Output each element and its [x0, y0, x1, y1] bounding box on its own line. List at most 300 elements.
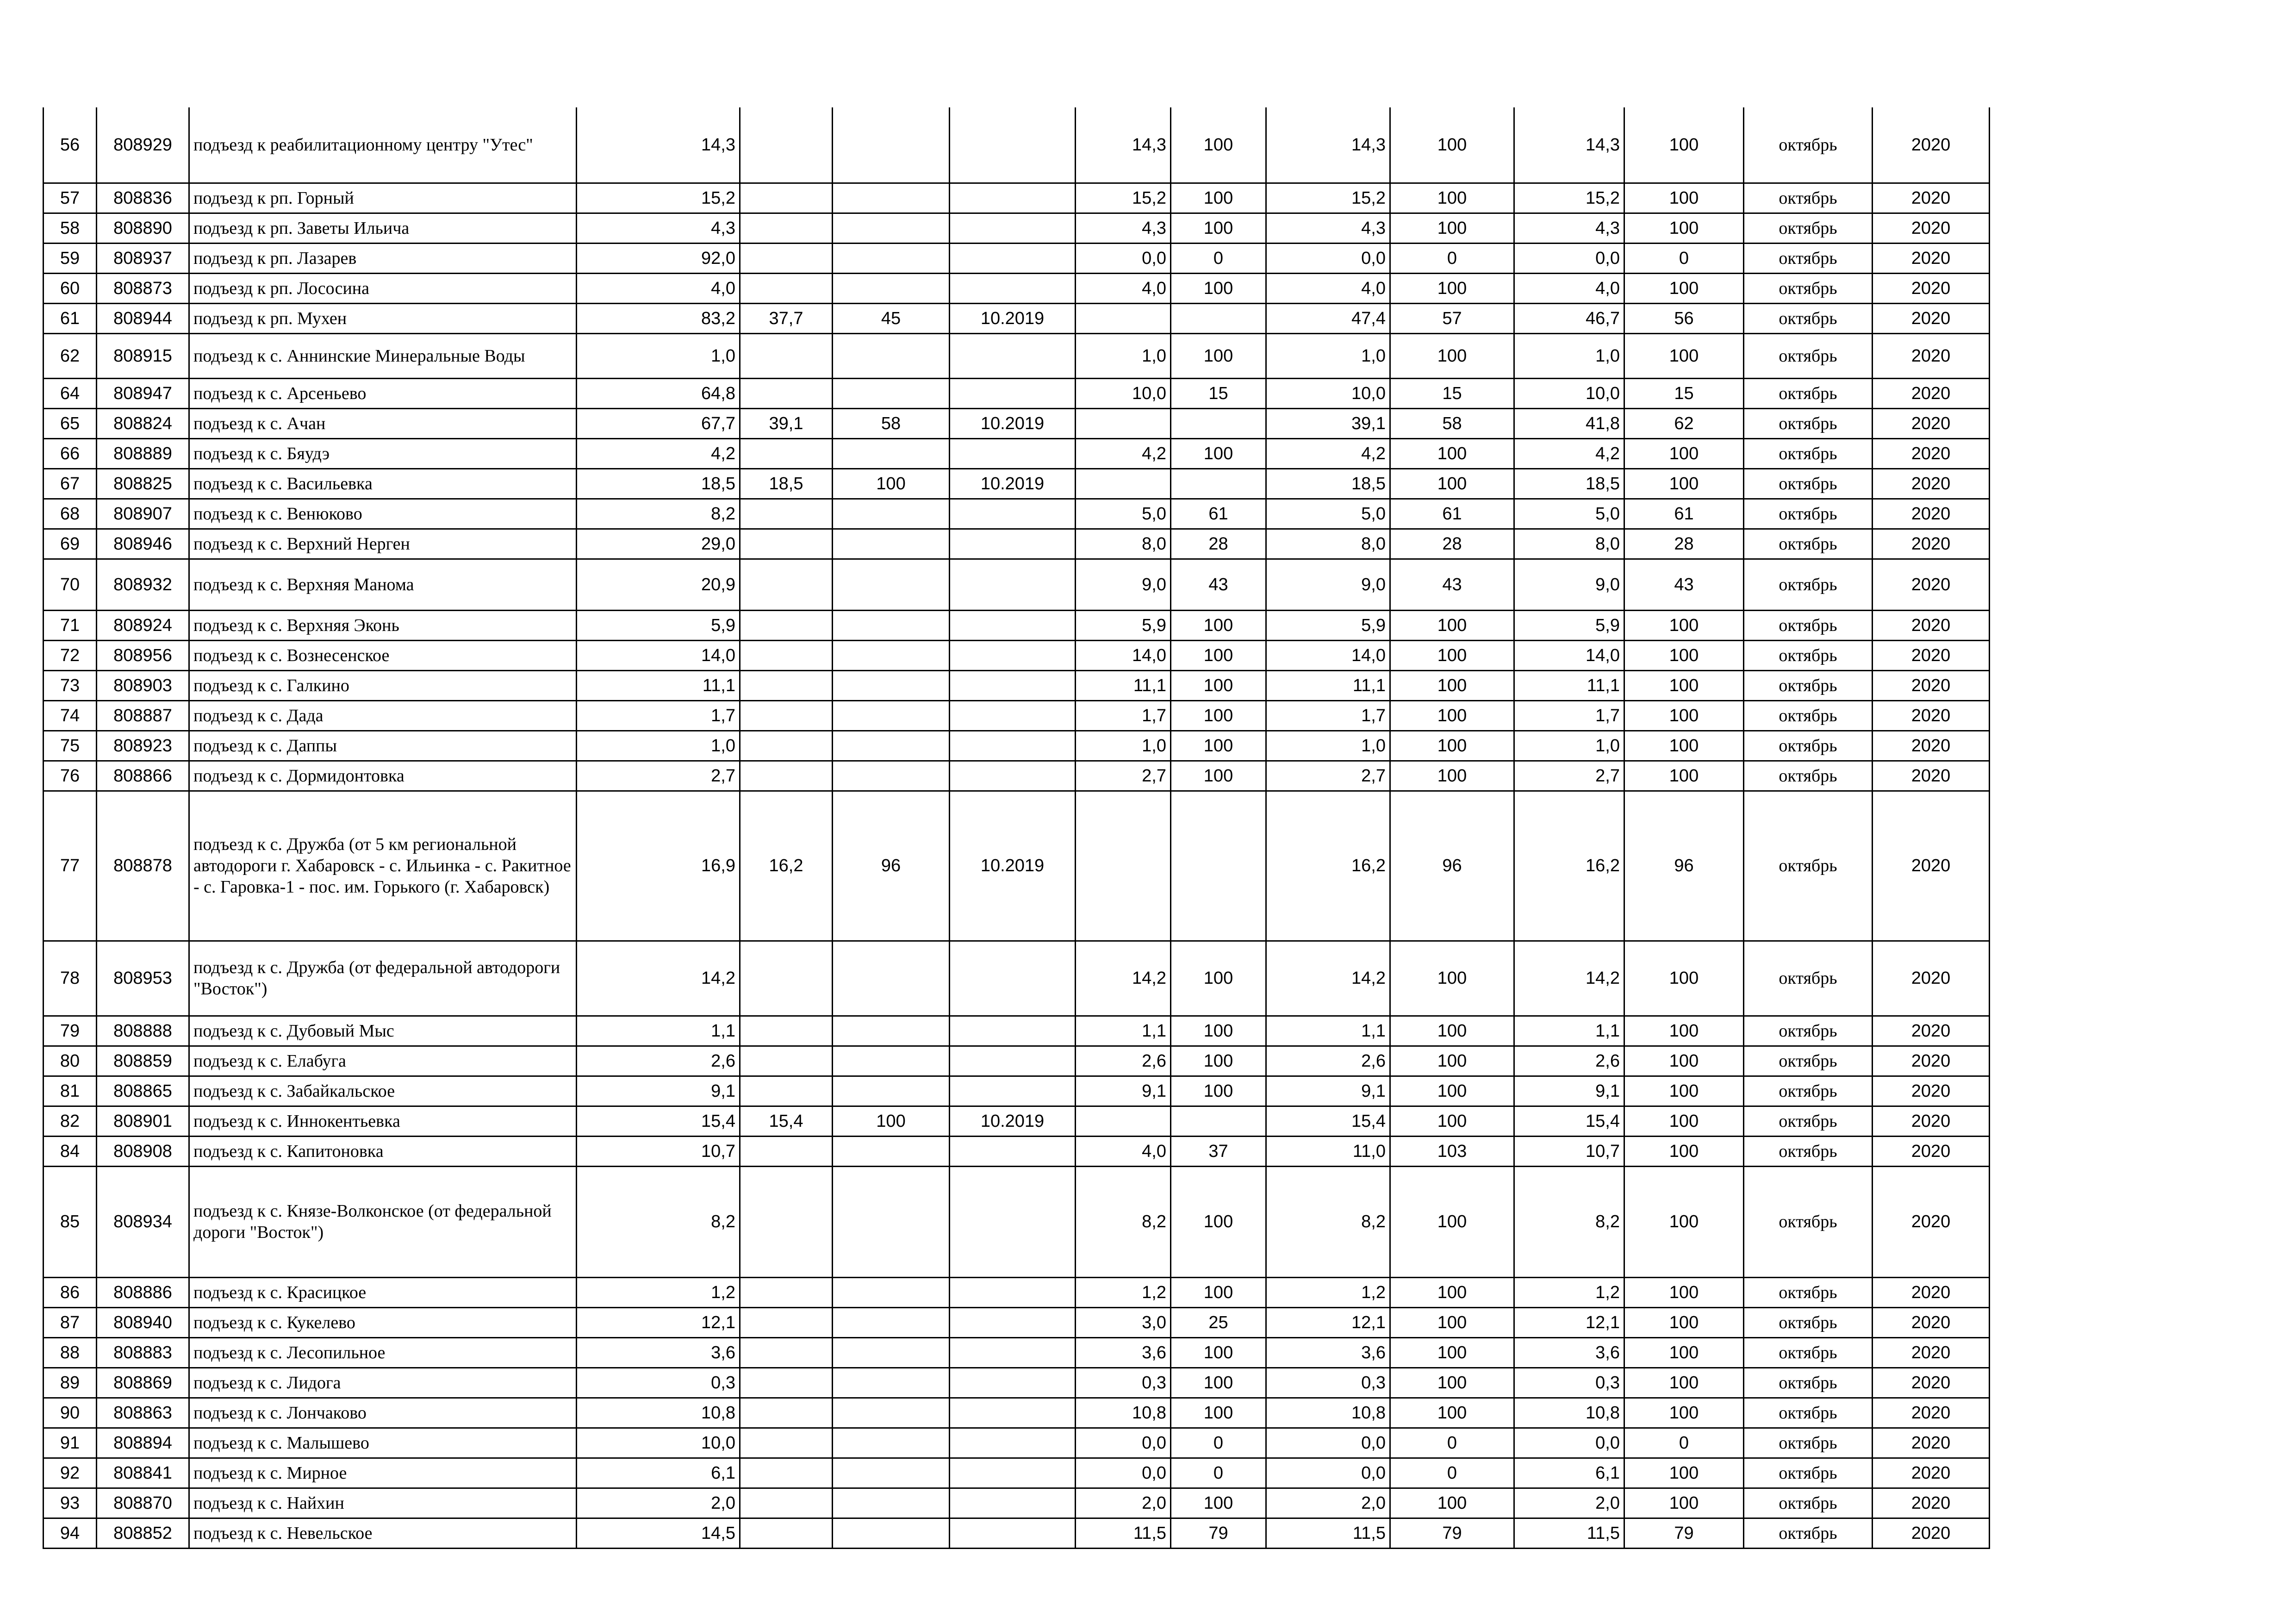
cell-month: октябрь: [1744, 1046, 1873, 1076]
cell-year: 2020: [1873, 408, 1990, 438]
cell-repaired-length: [740, 1016, 833, 1046]
cell-road-code: 808946: [97, 529, 189, 559]
cell-target-length: 4,0: [1514, 273, 1624, 303]
cell-repaired-length: [740, 529, 833, 559]
cell-road-name: подъезд к с. Лидога: [189, 1368, 577, 1398]
cell-repair-date: [950, 1046, 1076, 1076]
cell-target-length: 1,0: [1514, 333, 1624, 378]
cell-plan-length: 8,2: [1076, 1166, 1171, 1277]
cell-fact-percent: 100: [1390, 107, 1514, 183]
cell-repaired-percent: [833, 1046, 950, 1076]
cell-year: 2020: [1873, 1166, 1990, 1277]
cell-month: октябрь: [1744, 1307, 1873, 1337]
cell-month: октябрь: [1744, 1398, 1873, 1428]
cell-repaired-percent: [833, 378, 950, 408]
cell-repaired-length: [740, 1277, 833, 1307]
cell-row-number: 61: [44, 303, 97, 333]
cell-repaired-length: [740, 1076, 833, 1106]
cell-target-length: 16,2: [1514, 791, 1624, 941]
cell-road-code: 808890: [97, 213, 189, 243]
cell-target-percent: 62: [1624, 408, 1744, 438]
cell-total-length: 14,0: [577, 640, 740, 670]
cell-target-length: 2,6: [1514, 1046, 1624, 1076]
cell-repair-date: [950, 761, 1076, 791]
cell-target-percent: 100: [1624, 107, 1744, 183]
cell-road-name: подъезд к с. Бяудэ: [189, 438, 577, 468]
cell-road-name: подъезд к с. Арсеньево: [189, 378, 577, 408]
cell-target-length: 6,1: [1514, 1458, 1624, 1488]
table-row: [44, 610, 1990, 640]
cell-repaired-percent: [833, 183, 950, 213]
cell-road-name: подъезд к с. Верхний Нерген: [189, 529, 577, 559]
cell-road-code: 808824: [97, 408, 189, 438]
cell-plan-percent: 100: [1171, 1076, 1266, 1106]
cell-target-length: 1,7: [1514, 700, 1624, 731]
cell-year: 2020: [1873, 559, 1990, 610]
cell-repair-date: [950, 213, 1076, 243]
cell-repaired-percent: [833, 1016, 950, 1046]
cell-target-percent: 79: [1624, 1518, 1744, 1548]
cell-year: 2020: [1873, 791, 1990, 941]
cell-plan-percent: [1171, 408, 1266, 438]
cell-road-code: 808852: [97, 1518, 189, 1548]
cell-repaired-percent: [833, 243, 950, 273]
cell-repair-date: [950, 1337, 1076, 1368]
cell-plan-length: 4,0: [1076, 1136, 1171, 1166]
cell-target-length: 15,4: [1514, 1106, 1624, 1136]
cell-repaired-percent: [833, 438, 950, 468]
cell-road-code: 808923: [97, 731, 189, 761]
cell-fact-percent: 100: [1390, 183, 1514, 213]
cell-fact-percent: 100: [1390, 670, 1514, 700]
cell-repaired-percent: [833, 1428, 950, 1458]
cell-repaired-percent: [833, 273, 950, 303]
cell-repaired-length: [740, 273, 833, 303]
cell-plan-length: 2,7: [1076, 761, 1171, 791]
cell-total-length: 15,4: [577, 1106, 740, 1136]
cell-target-length: 14,3: [1514, 107, 1624, 183]
cell-fact-percent: 100: [1390, 610, 1514, 640]
cell-road-name: подъезд к с. Ачан: [189, 408, 577, 438]
cell-road-name: подъезд к с. Аннинские Минеральные Воды: [189, 333, 577, 378]
cell-plan-length: 3,0: [1076, 1307, 1171, 1337]
cell-plan-percent: 100: [1171, 333, 1266, 378]
cell-target-percent: 100: [1624, 213, 1744, 243]
cell-month: октябрь: [1744, 610, 1873, 640]
cell-repair-date: 10.2019: [950, 468, 1076, 499]
table-row: [44, 1016, 1990, 1046]
cell-row-number: 64: [44, 378, 97, 408]
cell-road-code: 808940: [97, 1307, 189, 1337]
cell-repaired-length: [740, 1518, 833, 1548]
cell-target-percent: 61: [1624, 499, 1744, 529]
cell-month: октябрь: [1744, 213, 1873, 243]
cell-fact-length: 47,4: [1266, 303, 1390, 333]
table-row: [44, 1398, 1990, 1428]
cell-road-name: подъезд к с. Верхняя Эконь: [189, 610, 577, 640]
cell-road-name: подъезд к с. Васильевка: [189, 468, 577, 499]
road-data-table: [43, 107, 1990, 1549]
cell-plan-percent: 100: [1171, 1277, 1266, 1307]
cell-fact-length: 0,0: [1266, 243, 1390, 273]
cell-fact-percent: 100: [1390, 1106, 1514, 1136]
cell-repaired-percent: [833, 1166, 950, 1277]
cell-repaired-percent: [833, 559, 950, 610]
cell-fact-length: 39,1: [1266, 408, 1390, 438]
cell-road-name: подъезд к с. Князе-Волконское (от федеральной дороги "Восток"): [189, 1166, 577, 1277]
cell-month: октябрь: [1744, 468, 1873, 499]
cell-repaired-percent: [833, 941, 950, 1016]
cell-row-number: 68: [44, 499, 97, 529]
cell-repaired-percent: 58: [833, 408, 950, 438]
table-row: [44, 1488, 1990, 1518]
cell-plan-percent: 100: [1171, 273, 1266, 303]
cell-road-name: подъезд к рп. Мухен: [189, 303, 577, 333]
cell-road-code: 808947: [97, 378, 189, 408]
cell-month: октябрь: [1744, 1166, 1873, 1277]
cell-total-length: 2,6: [577, 1046, 740, 1076]
cell-road-name: подъезд к с. Елабуга: [189, 1046, 577, 1076]
cell-month: октябрь: [1744, 640, 1873, 670]
cell-fact-length: 11,5: [1266, 1518, 1390, 1548]
cell-target-percent: 100: [1624, 670, 1744, 700]
cell-target-percent: 100: [1624, 468, 1744, 499]
cell-plan-length: 1,0: [1076, 731, 1171, 761]
cell-plan-percent: 100: [1171, 700, 1266, 731]
cell-repair-date: [950, 1518, 1076, 1548]
cell-repaired-length: [740, 700, 833, 731]
cell-target-percent: 100: [1624, 640, 1744, 670]
cell-road-name: подъезд к с. Невельское: [189, 1518, 577, 1548]
table-row: [44, 273, 1990, 303]
cell-repair-date: [950, 529, 1076, 559]
cell-month: октябрь: [1744, 107, 1873, 183]
cell-repaired-length: [740, 183, 833, 213]
cell-target-length: 1,0: [1514, 731, 1624, 761]
cell-repair-date: [950, 670, 1076, 700]
cell-plan-percent: 100: [1171, 183, 1266, 213]
cell-repaired-percent: [833, 213, 950, 243]
cell-target-length: 18,5: [1514, 468, 1624, 499]
cell-repaired-percent: [833, 670, 950, 700]
cell-plan-length: 14,2: [1076, 941, 1171, 1016]
cell-plan-length: 8,0: [1076, 529, 1171, 559]
cell-road-code: 808956: [97, 640, 189, 670]
cell-repaired-length: [740, 333, 833, 378]
cell-target-percent: 100: [1624, 1046, 1744, 1076]
cell-target-percent: 100: [1624, 438, 1744, 468]
cell-plan-percent: 79: [1171, 1518, 1266, 1548]
cell-total-length: 1,0: [577, 731, 740, 761]
cell-row-number: 88: [44, 1337, 97, 1368]
cell-month: октябрь: [1744, 303, 1873, 333]
cell-road-code: 808894: [97, 1428, 189, 1458]
cell-fact-length: 15,4: [1266, 1106, 1390, 1136]
cell-road-code: 808908: [97, 1136, 189, 1166]
cell-road-name: подъезд к с. Даппы: [189, 731, 577, 761]
cell-total-length: 10,8: [577, 1398, 740, 1428]
cell-repaired-percent: [833, 1488, 950, 1518]
cell-road-code: 808878: [97, 791, 189, 941]
cell-road-code: 808873: [97, 273, 189, 303]
cell-fact-length: 2,7: [1266, 761, 1390, 791]
cell-road-code: 808903: [97, 670, 189, 700]
cell-total-length: 29,0: [577, 529, 740, 559]
cell-repair-date: [950, 1458, 1076, 1488]
table-row: [44, 731, 1990, 761]
cell-repair-date: [950, 1428, 1076, 1458]
table-row: [44, 559, 1990, 610]
cell-row-number: 84: [44, 1136, 97, 1166]
cell-repaired-length: [740, 1368, 833, 1398]
cell-repair-date: [950, 1368, 1076, 1398]
cell-total-length: 4,3: [577, 213, 740, 243]
cell-repair-date: [950, 610, 1076, 640]
cell-row-number: 81: [44, 1076, 97, 1106]
cell-road-code: 808841: [97, 1458, 189, 1488]
cell-plan-length: 0,0: [1076, 1458, 1171, 1488]
cell-plan-percent: 100: [1171, 1166, 1266, 1277]
cell-year: 2020: [1873, 731, 1990, 761]
cell-plan-percent: 100: [1171, 1016, 1266, 1046]
cell-repair-date: [950, 438, 1076, 468]
table-row: [44, 1458, 1990, 1488]
cell-road-name: подъезд к рп. Горный: [189, 183, 577, 213]
cell-repaired-percent: [833, 333, 950, 378]
cell-target-percent: 100: [1624, 1307, 1744, 1337]
cell-year: 2020: [1873, 1046, 1990, 1076]
cell-road-code: 808859: [97, 1046, 189, 1076]
cell-fact-length: 8,2: [1266, 1166, 1390, 1277]
cell-total-length: 14,3: [577, 107, 740, 183]
cell-fact-percent: 100: [1390, 1307, 1514, 1337]
cell-total-length: 9,1: [577, 1076, 740, 1106]
cell-row-number: 72: [44, 640, 97, 670]
cell-year: 2020: [1873, 1458, 1990, 1488]
cell-target-percent: 100: [1624, 333, 1744, 378]
cell-target-percent: 43: [1624, 559, 1744, 610]
cell-repaired-length: [740, 499, 833, 529]
table-row: [44, 941, 1990, 1016]
cell-road-code: 808888: [97, 1016, 189, 1046]
cell-fact-length: 11,1: [1266, 670, 1390, 700]
cell-target-percent: 0: [1624, 1428, 1744, 1458]
cell-road-name: подъезд к с. Найхин: [189, 1488, 577, 1518]
cell-year: 2020: [1873, 700, 1990, 731]
cell-total-length: 3,6: [577, 1337, 740, 1368]
cell-fact-percent: 100: [1390, 1076, 1514, 1106]
cell-plan-length: [1076, 468, 1171, 499]
cell-fact-percent: 100: [1390, 941, 1514, 1016]
cell-target-percent: 28: [1624, 529, 1744, 559]
cell-target-length: 15,2: [1514, 183, 1624, 213]
cell-year: 2020: [1873, 1368, 1990, 1398]
cell-repair-date: [950, 640, 1076, 670]
cell-fact-percent: 100: [1390, 213, 1514, 243]
cell-total-length: 1,2: [577, 1277, 740, 1307]
cell-row-number: 70: [44, 559, 97, 610]
cell-repair-date: [950, 1488, 1076, 1518]
cell-year: 2020: [1873, 670, 1990, 700]
cell-fact-percent: 100: [1390, 333, 1514, 378]
cell-plan-percent: 100: [1171, 1398, 1266, 1428]
cell-plan-percent: 61: [1171, 499, 1266, 529]
cell-plan-percent: 100: [1171, 1046, 1266, 1076]
cell-road-code: 808887: [97, 700, 189, 731]
cell-fact-length: 4,3: [1266, 213, 1390, 243]
cell-repaired-length: [740, 1458, 833, 1488]
cell-plan-length: [1076, 408, 1171, 438]
cell-year: 2020: [1873, 243, 1990, 273]
cell-plan-percent: 100: [1171, 610, 1266, 640]
cell-fact-percent: 103: [1390, 1136, 1514, 1166]
cell-road-code: 808937: [97, 243, 189, 273]
cell-row-number: 79: [44, 1016, 97, 1046]
table-row: [44, 183, 1990, 213]
cell-repaired-percent: [833, 1368, 950, 1398]
cell-year: 2020: [1873, 213, 1990, 243]
cell-target-percent: 100: [1624, 700, 1744, 731]
cell-total-length: 11,1: [577, 670, 740, 700]
cell-month: октябрь: [1744, 1337, 1873, 1368]
cell-repaired-length: [740, 610, 833, 640]
cell-fact-length: 18,5: [1266, 468, 1390, 499]
cell-road-code: 808929: [97, 107, 189, 183]
cell-year: 2020: [1873, 499, 1990, 529]
cell-plan-length: 5,0: [1076, 499, 1171, 529]
cell-target-percent: 100: [1624, 941, 1744, 1016]
cell-plan-length: 1,7: [1076, 700, 1171, 731]
cell-fact-percent: 79: [1390, 1518, 1514, 1548]
cell-repair-date: [950, 731, 1076, 761]
cell-repaired-length: [740, 1136, 833, 1166]
cell-repaired-length: [740, 438, 833, 468]
cell-month: октябрь: [1744, 731, 1873, 761]
cell-road-name: подъезд к с. Верхняя Манома: [189, 559, 577, 610]
cell-total-length: 10,7: [577, 1136, 740, 1166]
cell-row-number: 66: [44, 438, 97, 468]
cell-plan-length: 2,0: [1076, 1488, 1171, 1518]
cell-fact-percent: 0: [1390, 243, 1514, 273]
cell-target-length: 5,0: [1514, 499, 1624, 529]
cell-row-number: 73: [44, 670, 97, 700]
cell-repair-date: [950, 1166, 1076, 1277]
cell-plan-percent: 0: [1171, 1458, 1266, 1488]
cell-repair-date: [950, 107, 1076, 183]
cell-repaired-percent: [833, 700, 950, 731]
cell-total-length: 20,9: [577, 559, 740, 610]
cell-year: 2020: [1873, 1488, 1990, 1518]
cell-road-name: подъезд к с. Мирное: [189, 1458, 577, 1488]
cell-target-length: 4,2: [1514, 438, 1624, 468]
cell-road-name: подъезд к с. Дружба (от 5 км региональной автодороги г. Хабаровск - с. Ильинка - с. Ракитное - с. Гаровка-1 - пос. им. Горького (г. Хабаровск): [189, 791, 577, 941]
table-row: [44, 1136, 1990, 1166]
cell-row-number: 90: [44, 1398, 97, 1428]
cell-fact-percent: 100: [1390, 1016, 1514, 1046]
table-row: [44, 1428, 1990, 1458]
cell-target-percent: 100: [1624, 610, 1744, 640]
cell-repair-date: [950, 700, 1076, 731]
cell-target-length: 0,0: [1514, 243, 1624, 273]
cell-row-number: 67: [44, 468, 97, 499]
cell-month: октябрь: [1744, 1016, 1873, 1046]
cell-road-code: 808869: [97, 1368, 189, 1398]
cell-fact-length: 16,2: [1266, 791, 1390, 941]
cell-total-length: 4,2: [577, 438, 740, 468]
cell-total-length: 16,9: [577, 791, 740, 941]
cell-fact-percent: 15: [1390, 378, 1514, 408]
cell-plan-percent: 100: [1171, 107, 1266, 183]
cell-total-length: 8,2: [577, 499, 740, 529]
cell-road-name: подъезд к с. Дружба (от федеральной автодороги "Восток"): [189, 941, 577, 1016]
cell-row-number: 80: [44, 1046, 97, 1076]
cell-total-length: 2,7: [577, 761, 740, 791]
cell-fact-percent: 100: [1390, 1046, 1514, 1076]
cell-fact-length: 1,0: [1266, 333, 1390, 378]
cell-row-number: 87: [44, 1307, 97, 1337]
cell-total-length: 1,7: [577, 700, 740, 731]
cell-month: октябрь: [1744, 183, 1873, 213]
cell-year: 2020: [1873, 1398, 1990, 1428]
cell-road-name: подъезд к с. Венюково: [189, 499, 577, 529]
cell-total-length: 15,2: [577, 183, 740, 213]
cell-month: октябрь: [1744, 243, 1873, 273]
cell-row-number: 69: [44, 529, 97, 559]
cell-target-percent: 96: [1624, 791, 1744, 941]
cell-road-code: 808934: [97, 1166, 189, 1277]
cell-plan-length: [1076, 791, 1171, 941]
table-row: [44, 670, 1990, 700]
cell-fact-length: 14,3: [1266, 107, 1390, 183]
cell-fact-length: 9,1: [1266, 1076, 1390, 1106]
cell-total-length: 83,2: [577, 303, 740, 333]
cell-fact-length: 10,8: [1266, 1398, 1390, 1428]
cell-plan-length: 11,5: [1076, 1518, 1171, 1548]
cell-repaired-length: [740, 1337, 833, 1368]
cell-row-number: 57: [44, 183, 97, 213]
cell-fact-percent: 100: [1390, 273, 1514, 303]
cell-repaired-percent: [833, 1458, 950, 1488]
cell-row-number: 62: [44, 333, 97, 378]
cell-repaired-length: [740, 731, 833, 761]
cell-total-length: 1,1: [577, 1016, 740, 1046]
cell-fact-length: 1,0: [1266, 731, 1390, 761]
cell-total-length: 12,1: [577, 1307, 740, 1337]
cell-road-code: 808836: [97, 183, 189, 213]
table-row: [44, 1368, 1990, 1398]
cell-plan-percent: [1171, 303, 1266, 333]
cell-road-code: 808944: [97, 303, 189, 333]
table-row: [44, 303, 1990, 333]
cell-road-code: 808865: [97, 1076, 189, 1106]
cell-road-code: 808886: [97, 1277, 189, 1307]
cell-repaired-length: [740, 1398, 833, 1428]
cell-target-percent: 100: [1624, 1488, 1744, 1518]
cell-repaired-percent: [833, 731, 950, 761]
cell-target-length: 9,1: [1514, 1076, 1624, 1106]
cell-repaired-percent: [833, 499, 950, 529]
cell-plan-length: 9,1: [1076, 1076, 1171, 1106]
cell-plan-length: 1,2: [1076, 1277, 1171, 1307]
cell-year: 2020: [1873, 1076, 1990, 1106]
cell-row-number: 89: [44, 1368, 97, 1398]
cell-month: октябрь: [1744, 333, 1873, 378]
cell-total-length: 1,0: [577, 333, 740, 378]
table-row: [44, 1166, 1990, 1277]
cell-fact-percent: 100: [1390, 761, 1514, 791]
cell-plan-percent: 100: [1171, 941, 1266, 1016]
cell-month: октябрь: [1744, 941, 1873, 1016]
